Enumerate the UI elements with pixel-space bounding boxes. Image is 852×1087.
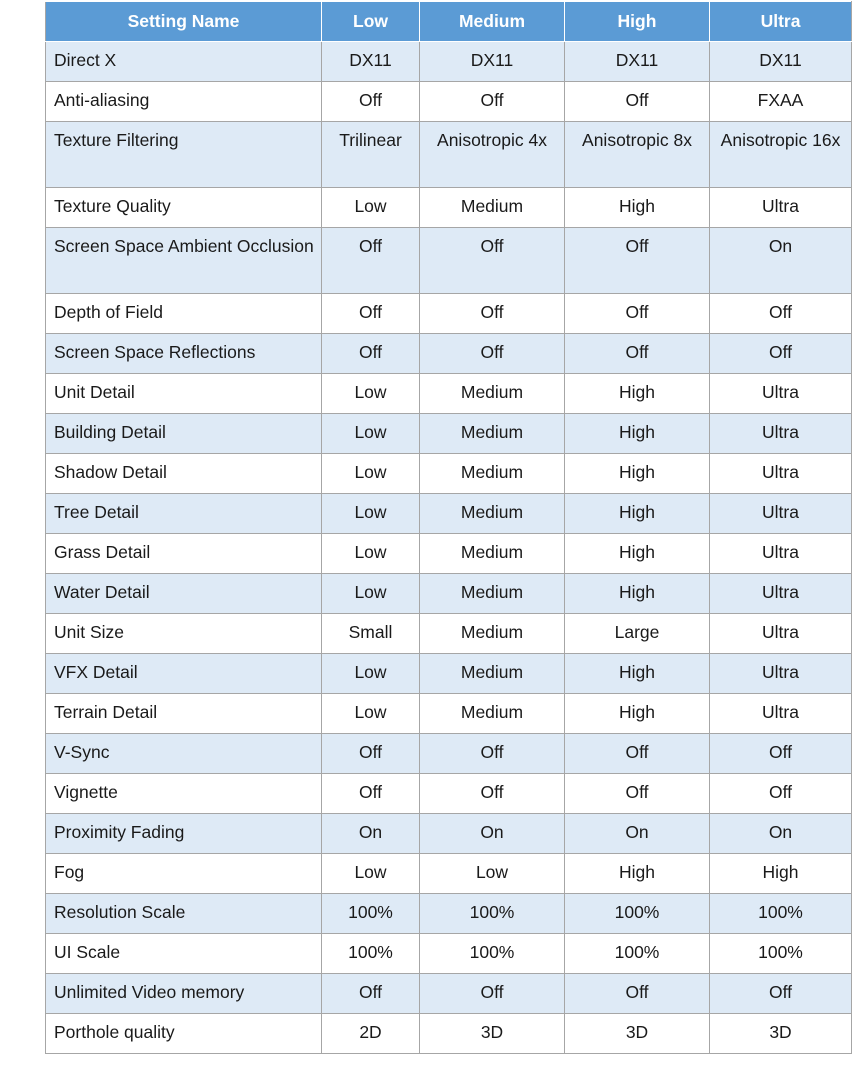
high-cell: High	[565, 374, 710, 414]
setting-name-cell: Shadow Detail	[46, 454, 322, 494]
table-header	[46, 2, 852, 42]
low-cell: Off	[322, 228, 420, 294]
medium-cell: Medium	[420, 654, 565, 694]
ultra-cell: On	[710, 814, 852, 854]
low-cell: Low	[322, 694, 420, 734]
high-cell: High	[565, 188, 710, 228]
high-cell: Off	[565, 734, 710, 774]
setting-name-cell: Screen Space Ambient Occlusion	[46, 228, 322, 294]
ultra-cell: Off	[710, 734, 852, 774]
medium-cell: Low	[420, 854, 565, 894]
medium-cell: Medium	[420, 494, 565, 534]
medium-cell: Off	[420, 774, 565, 814]
ultra-cell: Ultra	[710, 694, 852, 734]
table-row	[46, 294, 852, 334]
setting-name-cell: Grass Detail	[46, 534, 322, 574]
setting-name-cell: Texture Quality	[46, 188, 322, 228]
setting-name-cell: Building Detail	[46, 414, 322, 454]
low-cell: Off	[322, 974, 420, 1014]
medium-cell: 100%	[420, 934, 565, 974]
setting-name-cell: UI Scale	[46, 934, 322, 974]
high-cell: High	[565, 694, 710, 734]
high-cell: High	[565, 854, 710, 894]
setting-name-cell: Proximity Fading	[46, 814, 322, 854]
table-row	[46, 854, 852, 894]
medium-cell: Medium	[420, 454, 565, 494]
high-cell: 3D	[565, 1014, 710, 1054]
setting-name-cell: VFX Detail	[46, 654, 322, 694]
header-ultra: Ultra	[710, 2, 852, 42]
low-cell: Low	[322, 654, 420, 694]
setting-name-cell: Anti-aliasing	[46, 82, 322, 122]
setting-name-cell: Unlimited Video memory	[46, 974, 322, 1014]
low-cell: Off	[322, 334, 420, 374]
low-cell: Off	[322, 294, 420, 334]
low-cell: 100%	[322, 934, 420, 974]
table-body	[46, 42, 852, 1054]
table-row	[46, 374, 852, 414]
high-cell: High	[565, 454, 710, 494]
high-cell: Off	[565, 774, 710, 814]
table-row	[46, 894, 852, 934]
medium-cell: Medium	[420, 374, 565, 414]
ultra-cell: FXAA	[710, 82, 852, 122]
table-row	[46, 454, 852, 494]
medium-cell: Medium	[420, 534, 565, 574]
setting-name-cell: Fog	[46, 854, 322, 894]
setting-name-cell: Tree Detail	[46, 494, 322, 534]
ultra-cell: Ultra	[710, 454, 852, 494]
ultra-cell: Off	[710, 974, 852, 1014]
high-cell: Off	[565, 334, 710, 374]
ultra-cell: Ultra	[710, 614, 852, 654]
medium-cell: DX11	[420, 42, 565, 82]
table-row	[46, 934, 852, 974]
medium-cell: Medium	[420, 188, 565, 228]
high-cell: Anisotropic 8x	[565, 122, 710, 188]
ultra-cell: Off	[710, 774, 852, 814]
medium-cell: Medium	[420, 574, 565, 614]
medium-cell: On	[420, 814, 565, 854]
graphics-settings-table	[45, 1, 852, 1054]
medium-cell: Anisotropic 4x	[420, 122, 565, 188]
setting-name-cell: Unit Size	[46, 614, 322, 654]
ultra-cell: Ultra	[710, 654, 852, 694]
low-cell: Low	[322, 188, 420, 228]
table-row	[46, 414, 852, 454]
low-cell: Low	[322, 574, 420, 614]
ultra-cell: 3D	[710, 1014, 852, 1054]
table-row	[46, 974, 852, 1014]
ultra-cell: 100%	[710, 894, 852, 934]
setting-name-cell: Vignette	[46, 774, 322, 814]
low-cell: Low	[322, 494, 420, 534]
ultra-cell: Ultra	[710, 534, 852, 574]
setting-name-cell: Water Detail	[46, 574, 322, 614]
table-row	[46, 734, 852, 774]
header-medium: Medium	[420, 2, 565, 42]
high-cell: Off	[565, 228, 710, 294]
ultra-cell: Off	[710, 334, 852, 374]
low-cell: On	[322, 814, 420, 854]
high-cell: High	[565, 494, 710, 534]
high-cell: High	[565, 654, 710, 694]
high-cell: Off	[565, 82, 710, 122]
medium-cell: Medium	[420, 614, 565, 654]
table-row	[46, 534, 852, 574]
ultra-cell: Ultra	[710, 374, 852, 414]
low-cell: 2D	[322, 1014, 420, 1054]
low-cell: Low	[322, 454, 420, 494]
table-row	[46, 82, 852, 122]
table-row	[46, 334, 852, 374]
setting-name-cell: Screen Space Reflections	[46, 334, 322, 374]
header-low: Low	[322, 2, 420, 42]
table-row	[46, 774, 852, 814]
high-cell: High	[565, 574, 710, 614]
settings-table-container	[45, 1, 851, 1054]
low-cell: 100%	[322, 894, 420, 934]
table-row	[46, 494, 852, 534]
high-cell: Off	[565, 294, 710, 334]
low-cell: Off	[322, 774, 420, 814]
setting-name-cell: Unit Detail	[46, 374, 322, 414]
ultra-cell: Ultra	[710, 574, 852, 614]
low-cell: Off	[322, 734, 420, 774]
low-cell: Small	[322, 614, 420, 654]
low-cell: DX11	[322, 42, 420, 82]
low-cell: Low	[322, 534, 420, 574]
medium-cell: 100%	[420, 894, 565, 934]
medium-cell: Medium	[420, 694, 565, 734]
low-cell: Low	[322, 414, 420, 454]
medium-cell: Off	[420, 82, 565, 122]
table-row	[46, 228, 852, 294]
setting-name-cell: Resolution Scale	[46, 894, 322, 934]
setting-name-cell: Depth of Field	[46, 294, 322, 334]
ultra-cell: High	[710, 854, 852, 894]
high-cell: High	[565, 414, 710, 454]
medium-cell: 3D	[420, 1014, 565, 1054]
table-row	[46, 694, 852, 734]
high-cell: On	[565, 814, 710, 854]
medium-cell: Off	[420, 974, 565, 1014]
high-cell: DX11	[565, 42, 710, 82]
low-cell: Off	[322, 82, 420, 122]
ultra-cell: Anisotropic 16x	[710, 122, 852, 188]
low-cell: Trilinear	[322, 122, 420, 188]
ultra-cell: Ultra	[710, 414, 852, 454]
medium-cell: Off	[420, 294, 565, 334]
high-cell: 100%	[565, 894, 710, 934]
medium-cell: Off	[420, 334, 565, 374]
table-row	[46, 574, 852, 614]
table-row	[46, 122, 852, 188]
low-cell: Low	[322, 374, 420, 414]
header-high: High	[565, 2, 710, 42]
table-row	[46, 614, 852, 654]
medium-cell: Off	[420, 228, 565, 294]
setting-name-cell: Porthole quality	[46, 1014, 322, 1054]
table-row	[46, 188, 852, 228]
setting-name-cell: Direct X	[46, 42, 322, 82]
ultra-cell: On	[710, 228, 852, 294]
medium-cell: Off	[420, 734, 565, 774]
header-setting-name: Setting Name	[46, 2, 322, 42]
ultra-cell: Off	[710, 294, 852, 334]
table-row	[46, 654, 852, 694]
setting-name-cell: V-Sync	[46, 734, 322, 774]
setting-name-cell: Terrain Detail	[46, 694, 322, 734]
ultra-cell: Ultra	[710, 188, 852, 228]
ultra-cell: DX11	[710, 42, 852, 82]
high-cell: Off	[565, 974, 710, 1014]
ultra-cell: Ultra	[710, 494, 852, 534]
high-cell: High	[565, 534, 710, 574]
header-row	[46, 2, 852, 42]
high-cell: 100%	[565, 934, 710, 974]
setting-name-cell: Texture Filtering	[46, 122, 322, 188]
table-row	[46, 1014, 852, 1054]
table-row	[46, 42, 852, 82]
table-row	[46, 814, 852, 854]
high-cell: Large	[565, 614, 710, 654]
ultra-cell: 100%	[710, 934, 852, 974]
medium-cell: Medium	[420, 414, 565, 454]
low-cell: Low	[322, 854, 420, 894]
